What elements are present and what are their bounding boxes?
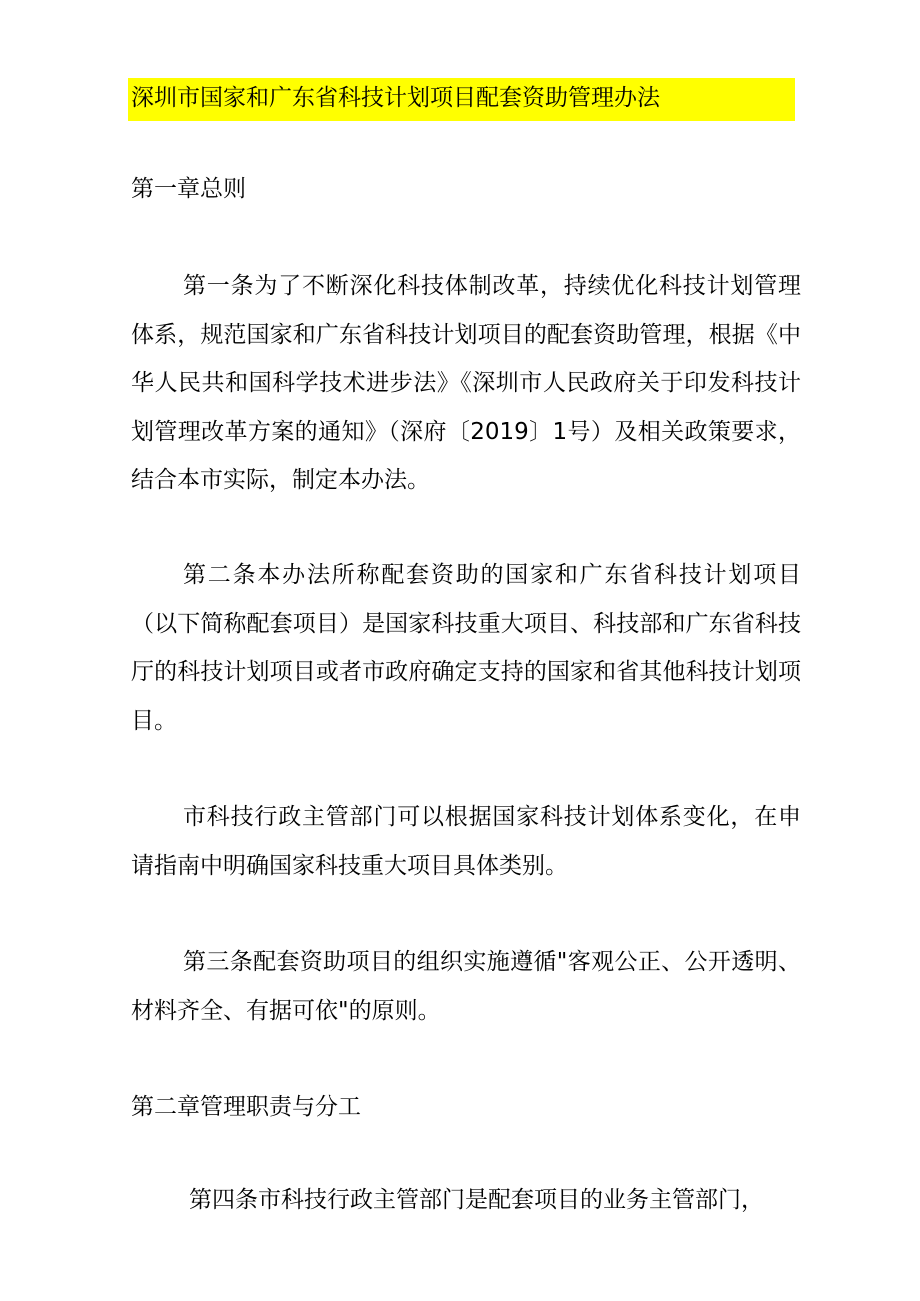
article-2-continuation: 市科技行政主管部门可以根据国家科技计划体系变化，在申请指南中明确国家科技重大项目具体类别。 [131,804,801,879]
article-3: 第三条配套资助项目的组织实施遵循"客观公正、公开透明、材料齐全、有据可依"的原则。 [131,949,801,1024]
article-1: 第一条为了不断深化科技体制改革，持续优化科技计划管理体系，规范国家和广东省科技计划项目的配套资助管理，根据《中华人民共和国科学技术进步法》《深圳市人民政府关于印发科技计划管理改革方案的通知》（深府〔2019〕1号）及相关政策要求，结合本市实际，制定本办法。 [131,273,801,493]
chapter-1-heading: 第一章总则 [131,176,246,202]
article-4: 第四条市科技行政主管部门是配套项目的业务主管部门， [189,1187,764,1213]
document-title: 深圳市国家和广东省科技计划项目配套资助管理办法 [131,85,660,111]
article-2: 第二条本办法所称配套资助的国家和广东省科技计划项目（以下简称配套项目）是国家科技重大项目、科技部和广东省科技厅的科技计划项目或者市政府确定支持的国家和省其他科技计划项目。 [131,562,801,734]
chapter-2-heading: 第二章管理职责与分工 [131,1094,361,1120]
